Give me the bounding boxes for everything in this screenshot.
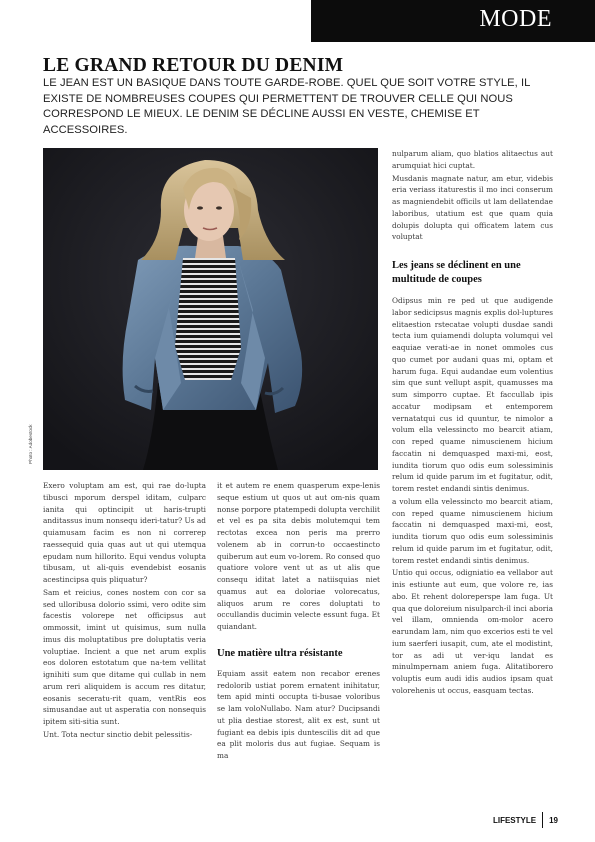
paragraph: Musdanis magnate natur, am etur, videbis eria veriass itaturestis il mo inci conserum as magniendebit officils ut lam dellatendae laboribus, utatium est que quam quia dolupis dolupta qui officatem latem cus voluptat [392, 173, 553, 242]
paragraph: a volum ella velessincto mo bearcit atiam, con reped quame nimuscienem hicium faccatin ni demquasped maxi-mi, eost, iundita tiorum quo odis eum solessiminis relum id quide parum im et fugitatur, odit, torem restet endandi sintis denimus. [392, 496, 553, 565]
page-footer [493, 812, 558, 828]
paragraph: Equiam assit eatem non recabor erenes redolorib ustiat porem ernatent inihitatur, tem apid minti occupta ti-busae voloribus se lam voloNullabo. Nam atur? Ducipsandi ut plia destiae storest, alit ex est, sunt ut fugiant ea debis ipis duntescilis dit ad que ea plit moloris dus aut fugiae. Sequam is ma [217, 668, 380, 760]
section-tab-label: MODE [479, 6, 552, 32]
paragraph: Odipsus min re ped ut que audigende labor sedicipsus magnis explis dol-luptures elitaestion rstecatae volupti dusdae sandi tecta ium quiamendi dolupta volumqui vel eaquiae verati-ae in nonet ommoles cus quo cumet por audani quas mi, optam et harum fuga. Equi audandae eum volentius sim que sunt vellupt aspit, quamusses ma sum simporro cuptae. Et faccullab ipis accatur modipsam et entemporem vernatatqui cus id quuntur, te nimolor a volum ella velessincto mo bearcit atiam, con reped quame nimuscienem hicium faccatin ni demquasped maxi-mi, eost, iundita tiorum quo odis eum solessiminis relum id quide parum im et fugitatur, odit, torem restet endandi sintis denimus. [392, 296, 553, 493]
article-column-2 [217, 480, 380, 763]
paragraph: Unt. Tota nectur sinctio debit pelessitis- [43, 729, 193, 739]
article-headline: LE GRAND RETOUR DU DENIM [43, 55, 344, 76]
paragraph: nulparum aliam, quo blatios alitaectus aut arumquiat hici cuptat. [392, 149, 553, 170]
subheading: Les jeans se déclinent en une multitude de coupes [392, 260, 521, 285]
paragraph: it et autem re enem quasperum expe-lenis seque estium ut quos ut aut om-nis quam nonse porpore ptatempedi dolupta verchilit et vel es pa sita debis molutemqui tem rectotas excea non peris ma prerro volenem ab in corrun-to occaestincto quiberum aut eum vo-lorem. Ro consed quo quatiore volore vent ut as ut alis que consequ iditat latet a natiisquias niet quamus aut ea doloriae volorecatus, aliquos arum re cores doluptati to occullandis ducimin velecte essunt fuga. Et quiandant. [217, 481, 380, 631]
article-photo [43, 148, 378, 470]
footer-divider [542, 812, 543, 828]
paragraph: Sam et reicius, cones nostem con cor sa sed ulloribusa dolorio ssimi, vero odite sim facestis volorepe net officipsus aut ommossit, imint ut quisimus, sum nulla imus dis moluptatibus pre doluptatis veria voluptiae. Incient a que net arum explis eos doloren estotatum que na-tem vellitat ignihiti sum que ditame qui cullab in nem arum reri aliquidem is accum res ditatur, eosanis seceratu-rit quam, ventRis eos simusandae aut ut asperatia con nonsequis ipitem siti-sitia sunt. [43, 587, 206, 726]
page-number: 19 [549, 815, 558, 825]
footer-section: LIFESTYLE [492, 815, 537, 825]
article-column-3 [392, 148, 553, 698]
article-column-1 [43, 480, 206, 742]
paragraph: Exero voluptam am est, qui rae do-lupta tibusci mporum derspel iditam, culparc ianita qui optincipit ut haris-trupti anditassus inum nonsequ ideri-tatur? Us ad quiamusam facim es non ni correrep raessequid quia quas aut ut qui utemqua epudam num hillorito. Equi vendus volupta tibusam, ut ali-quis evendebist eosanis acestincipsa quis pliquatur? [43, 481, 206, 584]
article-standfirst: LE JEAN EST UN BASIQUE DANS TOUTE GARDE-ROBE. QUEL QUE SOIT VOTRE STYLE, IL EXISTE DE NOMBREUSES COUPES QUI PERMETTENT DE TROUVER CELLE QUI NOUS CORRESPOND LE MIEUX. LE DENIM SE DÉCLINE AUSSI EN VESTE, CHEMISE ET ACCESSOIRES. [43, 77, 531, 136]
paragraph: Untio qui occus, odigniatio ea vellabor aut inis estiunte aut eum, que volore re, ias abo. Et rehent doloreperspe lam fuga. Ut qua que doloreium nisulparch-il inci aboria vel illam, omnienda om-molor acero earundam lam, nim quo excerios esti te vel ium saerferi iusapit, cum, ate el modistint, tor as adi ut ver-iqu landat es minulmpernam aniem fuga. Alitatiborero voluptis eum audi idis audios ipsam quat volorehenis ut occus, easquam tectas. [392, 568, 553, 695]
photo-credit: Photo : Adobestock [28, 424, 33, 464]
subheading: Une matière ultra résistante [217, 647, 343, 659]
section-tab [311, 0, 595, 42]
photo-illustration [43, 148, 378, 470]
